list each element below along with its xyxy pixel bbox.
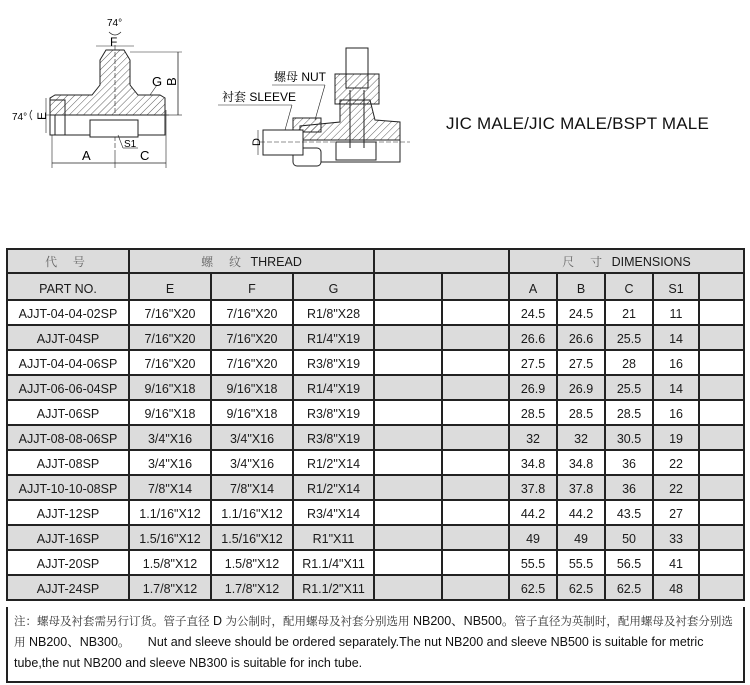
blank-2-cell [442, 400, 509, 425]
thread-e-cell: 1.7/8"X12 [129, 575, 211, 600]
table-row [7, 525, 744, 550]
thread-f-cell: 9/16"X18 [211, 375, 293, 400]
blank-3-cell [699, 550, 744, 575]
sleeve-label: 衬套 SLEEVE [222, 90, 297, 104]
dim-f-label: F [110, 35, 118, 49]
thread-f-cell: 1.5/8"X12 [211, 550, 293, 575]
dim-c-cell: 43.5 [605, 500, 653, 525]
blank-3-cell [699, 575, 744, 600]
blank-3-cell [699, 325, 744, 350]
col-s1-header: S1 [653, 273, 699, 300]
blank-3-cell [699, 475, 744, 500]
dim-a-cell: 32 [509, 425, 557, 450]
dim-c-cell: 25.5 [605, 375, 653, 400]
blank-2-cell [442, 350, 509, 375]
thread-f-cell: 7/16"X20 [211, 325, 293, 350]
blank-3-cell [699, 375, 744, 400]
part-no-cell: AJJT-06-06-04SP [7, 375, 129, 400]
thread-e-cell: 7/16"X20 [129, 350, 211, 375]
dim-c-cell: 28.5 [605, 400, 653, 425]
thread-e-cell: 9/16"X18 [129, 375, 211, 400]
dim-c-cell: 62.5 [605, 575, 653, 600]
dim-a-cell: 49 [509, 525, 557, 550]
dim-c-cell: 36 [605, 475, 653, 500]
blank-2-cell [442, 450, 509, 475]
dim-s1-cell: 27 [653, 500, 699, 525]
thread-g-cell: R1/4"X19 [293, 325, 374, 350]
part-no-cell: AJJT-08SP [7, 450, 129, 475]
product-title: JIC MALE/JIC MALE/BSPT MALE [446, 114, 709, 133]
blank-3-cell [699, 425, 744, 450]
dim-a-cell: 24.5 [509, 300, 557, 325]
thread-g-cell: R1.1/4"X11 [293, 550, 374, 575]
dim-b-cell: 44.2 [557, 500, 605, 525]
dim-a-cell: 62.5 [509, 575, 557, 600]
thread-f-cell: 1.7/8"X12 [211, 575, 293, 600]
dim-s1-cell: 14 [653, 325, 699, 350]
blank-2-cell [442, 425, 509, 450]
blank-3-cell [699, 300, 744, 325]
thread-e-cell: 3/4"X16 [129, 450, 211, 475]
part-no-cell: AJJT-04-04-06SP [7, 350, 129, 375]
dim-a-cell: 27.5 [509, 350, 557, 375]
table-row [7, 550, 744, 575]
thread-e-cell: 9/16"X18 [129, 400, 211, 425]
angle-top-label: 74° [107, 18, 123, 29]
thread-header: 螺 纹 THREAD [129, 249, 374, 273]
dim-b-cell: 34.8 [557, 450, 605, 475]
dim-c-label: C [140, 148, 150, 163]
table-row [7, 475, 744, 500]
table-row [7, 325, 744, 350]
thread-f-cell: 3/4"X16 [211, 425, 293, 450]
thread-e-cell: 1.5/16"X12 [129, 525, 211, 550]
angle-left-label: 74° [12, 112, 28, 123]
thread-g-cell: R1"X11 [293, 525, 374, 550]
dim-b-label: B [164, 77, 179, 86]
col-b-header: B [557, 273, 605, 300]
part-no-cell: AJJT-24SP [7, 575, 129, 600]
thread-f-cell: 7/8"X14 [211, 475, 293, 500]
blank-col-1-header [374, 273, 442, 300]
table-row [7, 350, 744, 375]
blank-header [374, 249, 509, 273]
part-no-header-cn: 代 号 [7, 249, 129, 273]
dim-a-label: A [82, 148, 91, 163]
dim-s1-cell: 22 [653, 475, 699, 500]
blank-1-cell [374, 300, 442, 325]
dim-b-cell: 37.8 [557, 475, 605, 500]
blank-1-cell [374, 350, 442, 375]
blank-1-cell [374, 425, 442, 450]
blank-1-cell [374, 525, 442, 550]
tee-fitting-dimension-drawing [0, 0, 200, 175]
dim-a-cell: 44.2 [509, 500, 557, 525]
thread-g-cell: R1/8"X28 [293, 300, 374, 325]
dim-b-cell: 32 [557, 425, 605, 450]
dim-s1-cell: 14 [653, 375, 699, 400]
thread-g-cell: R3/8"X19 [293, 425, 374, 450]
dim-b-cell: 55.5 [557, 550, 605, 575]
thread-g-cell: R3/8"X19 [293, 400, 374, 425]
spec-table [6, 248, 745, 601]
thread-f-cell: 7/16"X20 [211, 350, 293, 375]
col-f-header: F [211, 273, 293, 300]
dim-s1-cell: 16 [653, 350, 699, 375]
part-no-cell: AJJT-06SP [7, 400, 129, 425]
blank-1-cell [374, 550, 442, 575]
table-row [7, 425, 744, 450]
blank-1-cell [374, 575, 442, 600]
thread-e-cell: 7/8"X14 [129, 475, 211, 500]
part-no-cell: AJJT-08-08-06SP [7, 425, 129, 450]
table-row [7, 500, 744, 525]
dim-s1-label: S1 [124, 139, 137, 150]
header-row-1 [7, 249, 744, 273]
dim-c-cell: 25.5 [605, 325, 653, 350]
dim-s1-cell: 19 [653, 425, 699, 450]
part-no-cell: AJJT-12SP [7, 500, 129, 525]
dim-a-cell: 37.8 [509, 475, 557, 500]
thread-g-cell: R1.1/2"X11 [293, 575, 374, 600]
thread-e-cell: 7/16"X20 [129, 325, 211, 350]
thread-g-cell: R3/4"X14 [293, 500, 374, 525]
blank-2-cell [442, 325, 509, 350]
thread-e-cell: 1.1/16"X12 [129, 500, 211, 525]
dim-b-cell: 24.5 [557, 300, 605, 325]
dim-a-cell: 28.5 [509, 400, 557, 425]
dim-a-cell: 34.8 [509, 450, 557, 475]
blank-1-cell [374, 500, 442, 525]
dim-b-cell: 49 [557, 525, 605, 550]
dim-s1-cell: 22 [653, 450, 699, 475]
dim-c-cell: 50 [605, 525, 653, 550]
thread-g-cell: R1/2"X14 [293, 450, 374, 475]
dim-g-label: G [152, 74, 163, 89]
blank-1-cell [374, 450, 442, 475]
blank-1-cell [374, 475, 442, 500]
table-row [7, 450, 744, 475]
dim-d-label: D [251, 138, 263, 146]
blank-1-cell [374, 400, 442, 425]
dim-c-cell: 56.5 [605, 550, 653, 575]
blank-1-cell [374, 325, 442, 350]
dim-a-cell: 26.9 [509, 375, 557, 400]
dim-s1-cell: 33 [653, 525, 699, 550]
part-no-header: PART NO. [7, 273, 129, 300]
dim-e-label: E [35, 111, 49, 120]
dim-b-cell: 26.6 [557, 325, 605, 350]
thread-f-cell: 7/16"X20 [211, 300, 293, 325]
dim-b-cell: 62.5 [557, 575, 605, 600]
dim-b-cell: 27.5 [557, 350, 605, 375]
table-row [7, 400, 744, 425]
blank-2-cell [442, 575, 509, 600]
dim-s1-cell: 41 [653, 550, 699, 575]
blank-col-2-header [442, 273, 509, 300]
thread-e-cell: 3/4"X16 [129, 425, 211, 450]
table-row [7, 575, 744, 600]
col-c-header: C [605, 273, 653, 300]
col-g-header: G [293, 273, 374, 300]
blank-2-cell [442, 300, 509, 325]
col-a-header: A [509, 273, 557, 300]
blank-3-cell [699, 450, 744, 475]
thread-e-cell: 1.5/8"X12 [129, 550, 211, 575]
thread-f-cell: 1.5/16"X12 [211, 525, 293, 550]
thread-g-cell: R1/4"X19 [293, 375, 374, 400]
dim-c-cell: 21 [605, 300, 653, 325]
dim-b-cell: 28.5 [557, 400, 605, 425]
blank-3-cell [699, 400, 744, 425]
dim-c-cell: 28 [605, 350, 653, 375]
blank-2-cell [442, 550, 509, 575]
part-no-cell: AJJT-04SP [7, 325, 129, 350]
dim-b-cell: 26.9 [557, 375, 605, 400]
thread-g-cell: R3/8"X19 [293, 350, 374, 375]
blank-3-cell [699, 500, 744, 525]
dim-a-cell: 26.6 [509, 325, 557, 350]
thread-f-cell: 1.1/16"X12 [211, 500, 293, 525]
dim-s1-cell: 11 [653, 300, 699, 325]
col-e-header: E [129, 273, 211, 300]
part-no-cell: AJJT-10-10-08SP [7, 475, 129, 500]
part-no-cell: AJJT-16SP [7, 525, 129, 550]
blank-2-cell [442, 525, 509, 550]
blank-col-3-header [699, 273, 744, 300]
blank-3-cell [699, 525, 744, 550]
ordering-note: 注：螺母及衬套需另行订货。管子直径 D 为公制时，配用螺母及衬套分别选用 NB200、NB500。管子直径为英制时，配用螺母及衬套分别选用 NB200、NB300。 Nut and sleeve should be ordered separately.The nut NB200 and sleeve NB500 is suitable for metric tube,the nut NB200 and sleeve NB300 is suitable for inch tube. [6, 607, 745, 683]
table-row [7, 375, 744, 400]
thread-e-cell: 7/16"X20 [129, 300, 211, 325]
dim-s1-cell: 16 [653, 400, 699, 425]
part-no-cell: AJJT-04-04-02SP [7, 300, 129, 325]
dim-c-cell: 36 [605, 450, 653, 475]
thread-g-cell: R1/2"X14 [293, 475, 374, 500]
assembly-nut-sleeve-drawing [200, 30, 430, 190]
blank-2-cell [442, 375, 509, 400]
part-no-cell: AJJT-20SP [7, 550, 129, 575]
table-row [7, 300, 744, 325]
blank-2-cell [442, 475, 509, 500]
dim-a-cell: 55.5 [509, 550, 557, 575]
thread-f-cell: 9/16"X18 [211, 400, 293, 425]
blank-3-cell [699, 350, 744, 375]
header-row-2 [7, 273, 744, 300]
dim-c-cell: 30.5 [605, 425, 653, 450]
nut-label: 螺母 NUT [274, 70, 326, 84]
blank-1-cell [374, 375, 442, 400]
dim-s1-cell: 48 [653, 575, 699, 600]
dimensions-header: 尺 寸 DIMENSIONS [509, 249, 744, 273]
blank-2-cell [442, 500, 509, 525]
thread-f-cell: 3/4"X16 [211, 450, 293, 475]
